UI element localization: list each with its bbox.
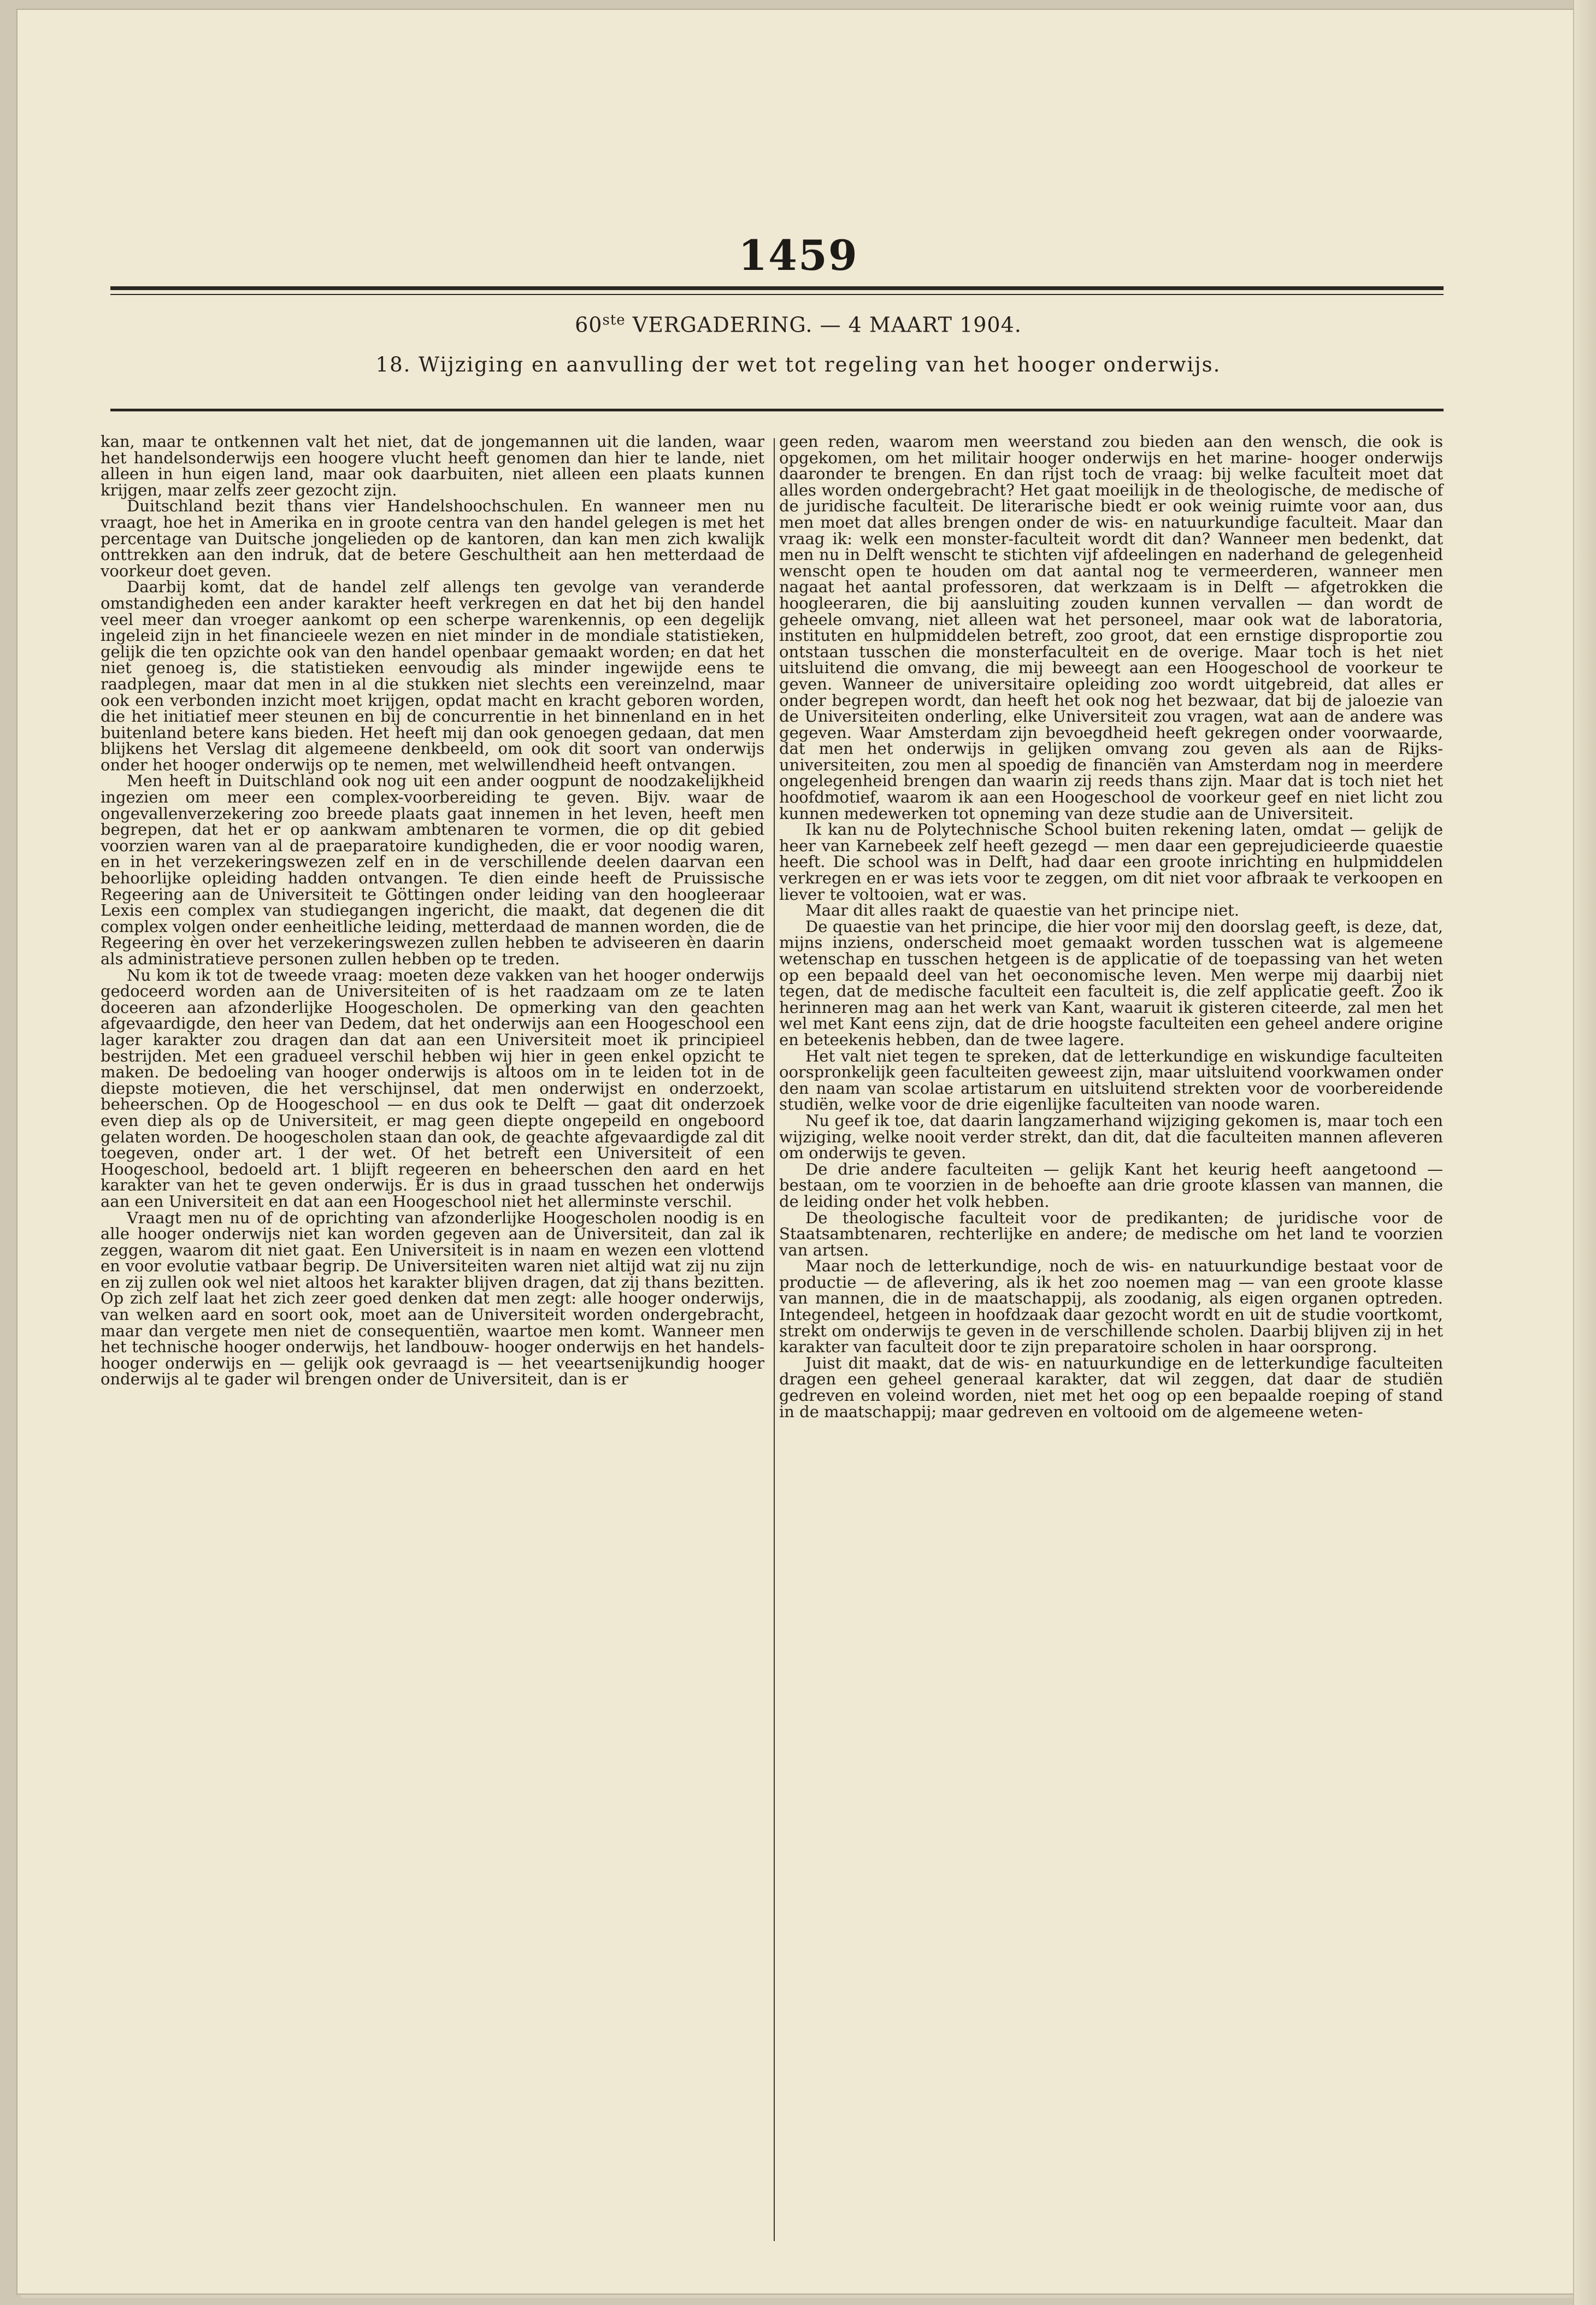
session-title: VERGADERING. — 4 MAART 1904. [625,313,1022,337]
paragraph: De theologische faculteit voor de predikanten; de juridische voor de Staatsambtenaren, rechterlijke en andere; de medische om het land te voorzien van artsen. [779,1208,1443,1259]
session-number: 60 [575,313,603,337]
paragraph: Vraagt men nu of de oprichting van afzonderlijke Hoogescholen noodig is en alle hooger onderwijs niet kan worden gegeven aan de Universiteit, dan zal ik zeggen, waarom dit niet gaat. Een Universiteit is in naam en wezen een vlottend en voor evolutie vatbaar begrip. De Universiteiten waren niet altijd wat zij nu zijn en zij zullen ook wel niet altoos het karakter blijven dragen, dat zij thans bezitten. Op zich zelf laat het zich zeer goed denken dat men zegt: alle hooger onderwijs, van welken aard en soort ook, moet aan de Universiteit worden ondergebracht, maar dan vergete men niet de consequentiën, waartoe men komt. Wanneer men het technische hooger onderwijs, het landbouw- hooger onderwijs en het handels- hooger onderwijs en — gelijk ook gevraagd is — het veeartsenijkundig hooger onderwijs al te gader wil brengen onder de Universiteit, dan is er [101,1208,764,1389]
paragraph: Nu geef ik toe, dat daarin langzamerhand wijziging gekomen is, maar toch een wijziging, welke nooit verder strekt, dan dit, dat die faculteiten mannen afleveren om onderwijs te geven. [779,1111,1443,1163]
paragraph: Nu kom ik tot de tweede vraag: moeten deze vakken van het hooger onderwijs gedoceerd worden aan de Universiteiten of is het raadzaam om ze te laten doceeren aan afzonderlijke Hoogescholen. De opmerking van den geachten afgevaardigde, den heer van Dedem, dat het onderwijs aan een Hoogeschool een lager karakter zou dragen dan dat aan een Universiteit moet ik principieel bestrijden. Met een gradueel verschil hebben wij hier in geen enkel opzicht te maken. De bedoeling van hooger onderwijs is altoos om in te leiden tot in de diepste motieven, die het verschijnsel, dat men onderwijst en onderzoekt, beheerschen. Op de Hoogeschool — en dus ook te Delft — gaat dit onderzoek even diep als op de Universiteit, er mag geen diepte ongepeild en ongeboord gelaten worden. De hoogescholen staan dan ook, de geachte afgevaardigde zal dit toegeven, onder art. 1 der wet. Of het betreft een Universiteit of een Hoogeschool, bedoeld art. 1 blijft regeeren en beheerschen den aard en het karakter van het te geven onderwijs. Er is dus in graad tusschen het onderwijs aan een Universiteit en dat aan een Hoogeschool niet het allerminste verschil. [101,965,764,1211]
session-heading [17,312,1579,337]
paragraph: Juist dit maakt, dat de wis- en natuurkundige en de letterkundige faculteiten dragen een geheel generaal karakter, dat wil zeggen, dat daar de studiën gedreven en voleind worden, niet met het oog op een bepaalde roeping of stand in de maatschappij; maar gedreven en voltooid om de algemeene weten- [779,1353,1443,1421]
paragraph: Duitschland bezit thans vier Handelshoochschulen. En wanneer men nu vraagt, hoe het in Amerika en in groote centra van den handel gelegen is met het percentage van Duitsche jongelieden op de kantoren, dan kan men zich kwalijk onttrekken aan den indruk, dat de betere Geschultheit aan hen metterdaad de voorkeur doet geven. [101,497,764,580]
right-column [779,434,1443,1420]
page-edge [1573,0,1596,2305]
column-divider [774,438,775,2241]
paragraph: Maar dit alles raakt de quaestie van het principe niet. [805,901,1239,920]
paragraph: geen reden, waarom men weerstand zou bieden aan den wensch, die ook is opgekomen, om het militair hooger onderwijs en het marine- hooger onderwijs daaronder te brengen. En dan rijst toch de vraag: bij welke faculteit moet dat alles worden ondergebracht? Het gaat moeilijk in de theologische, de medische of de juridische faculteit. De literarische biedt er ook weinig ruimte voor aan, dus men moet dat alles brengen onder de wis- en natuurkundige faculteit. Maar dan vraag ik: welk een monster-faculteit wordt dit dan? Wanneer men bedenkt, dat men nu in Delft wenscht te stichten vijf afdeelingen en naderhand de gelegenheid wenscht open te houden om dat aantal nog te vermeerderen, wanneer men nagaat het aantal professoren, dat werkzaam is in Delft — afgetrokken die hoogleeraren, die bij aansluiting zouden kunnen vervallen — dan wordt de geheele omvang, niet alleen wat het personeel, maar ook wat de laboratoria, instituten en hulpmiddelen betreft, zoo groot, dat een ernstige disproportie zou ontstaan tusschen die monsterfaculteit en de overige. Maar toch is het niet uitsluitend die omvang, die mij beweegt aan een Hoogeschool de voorkeur te geven. Wanneer de universitaire opleiding zoo wordt uitgebreid, dat alles er onder begrepen wordt, dan heeft het ook nog het bezwaar, dat bij de jaloezie van de Universiteiten onderling, elke Universiteit zou vragen, wat aan de andere was gegeven. Waar Amsterdam zijn bevoegdheid heeft gekregen onder voorwaarde, dat men het onderwijs in gelijken omvang zou geven als aan de Rijks-universiteiten, zou men al spoedig de financiën van Amsterdam nog in meerdere ongelegenheid brengen dan waarin zij reeds thans zijn. Maar dat is toch niet het hoofdmotief, waarom ik aan een Hoogeschool de voorkeur geef en niet licht zou kunnen medewerken tot opneming van deze studie aan de Universiteit. [779,432,1443,823]
paragraph: Daarbij komt, dat de handel zelf allengs ten gevolge van veranderde omstandigheden een ander karakter heeft verkregen en dat het bij den handel veel meer dan vroeger aankomt op een scherpe warenkennis, op een degelijk ingeleid zijn in het financieele wezen en niet minder in de mondiale statistieken, gelijk die ten opzichte ook van den handel openbaar gemaakt worden; en dat het niet genoeg is, die statistieken eenvoudig als minder ingewijde eens te raadplegen, maar dat men in al die stukken niet slechts een vereinzelnd, maar ook een verbonden inzicht moet krijgen, opdat macht en kracht geboren worden, die het initiatief meer steunen en bij de concurrentie in het binnenland en in het buitenland betere kans bieden. Het heeft mij dan ook genoegen gedaan, dat men blijkens het Verslag dit algemeene denkbeeld, om ook dit soort van onderwijs onder het hooger onderwijs op te nemen, met welwillendheid heeft ontvangen. [101,577,764,774]
paragraph: De quaestie van het principe, die hier voor mij den doorslag geeft, is deze, dat, mijns inziens, onderscheid moet gemaakt worden tusschen wat is algemeene wetenschap en tusschen hetgeen is de applicatie of de toepassing van het weten op een bepaald deel van het oeconomische leven. Men werpe mij daarbij niet tegen, dat de medische faculteit een faculteit is, die zelf applicatie geeft. Zoo ik herinneren mag aan het werk van Kant, waaruit ik gisteren citeerde, zal men het wel met Kant eens zijn, dat de drie hoogste faculteiten een geheel andere origine en beteekenis hebben, dan de twee lagere. [779,917,1443,1049]
heading-rule-bottom [110,409,1444,411]
paragraph: Het valt niet tegen te spreken, dat de letterkundige en wiskundige faculteiten oorspronkelijk geen faculteiten geweest zijn, maar uitsluitend voorkwamen onder den naam van scolae artistarum en uitsluitend strekten voor de voorbereidende studiën, welke voor de drie eigenlijke faculteiten van noode waren. [779,1046,1443,1114]
paragraph: Maar noch de letterkundige, noch de wis- en natuurkundige bestaat voor de productie — de aflevering, als ik het zoo noemen mag — van een groote klasse van mannen, die in de maatschappij, als zoodanig, als eigen organen optreden. Integendeel, hetgeen in hoofdzaak daar gezocht wordt en uit de studie voortkomt, strekt om onderwijs te geven in de verschillende scholen. Daarbij blijven zij in het karakter van faculteit door te zijn preparatoire scholen in haar oorsprong. [779,1257,1443,1357]
paragraph: Men heeft in Duitschland ook nog uit een ander oogpunt de noodzakelijkheid ingezien om meer een complex-voorbereiding te geven. Bijv. waar de ongevallenverzekering zoo breede plaats gaat innemen in het leven, heeft men begrepen, dat het er op aankwam ambtenaren te vormen, die op dit gebied voorzien waren van al de praeparatoire kundigheden, die er voor noodig waren, en in het verzekeringswezen zelf en in de verschillende deelen daarvan een behoorlijke opleiding hadden ontvangen. Te dien einde heeft de Pruissische Regeering aan de Universiteit te Göttingen onder leiding van den hoogleeraar Lexis een complex van studiegangen ingericht, die maakt, dat degenen die dit complex volgen onder eenheitliche leiding, metterdaad de mannen worden, die de Regeering èn over het verzekeringswezen zullen hebben te adviseeren èn daarin als administratieve personen zullen hebben op te treden. [101,771,764,968]
paragraph: kan, maar te ontkennen valt het niet, dat de jongemannen uit die landen, waar het handelsonderwijs een hoogere vlucht heeft genomen dan hier te lande, niet alleen in hun eigen land, maar ook daarbuiten, niet alleen een plaats kunnen krijgen, maar zelfs zeer gezocht zijn. [101,432,764,499]
document-page [17,10,1579,2294]
header-rule-thick [110,286,1444,290]
session-suffix: ste [602,312,626,328]
subject-heading [17,353,1579,376]
page-number: 1459 [738,231,858,280]
paragraph: Ik kan nu de Polytechnische School buiten rekening laten, omdat — gelijk de heer van Karnebeek zelf heeft gezegd — men daar een geprejudicieerde quaestie heeft. Die school was in Delft, had daar een groote inrichting en hulpmiddelen verkregen en er was iets voor te zeggen, om dit niet voor afbraak te verkoopen en liever te voltooien, wat er was. [779,820,1443,904]
paragraph: De drie andere faculteiten — gelijk Kant het keurig heeft aangetoond — bestaan, om te voorzien in de behoefte aan drie groote klassen van mannen, die de leiding onder het volk hebben. [779,1159,1443,1211]
header-rule-thin [110,294,1444,295]
subject-title: Wijziging en aanvulling der wet tot regeling van het hooger onderwijs. [419,353,1221,376]
left-column [101,434,764,1388]
subject-number: 18. [375,353,411,376]
